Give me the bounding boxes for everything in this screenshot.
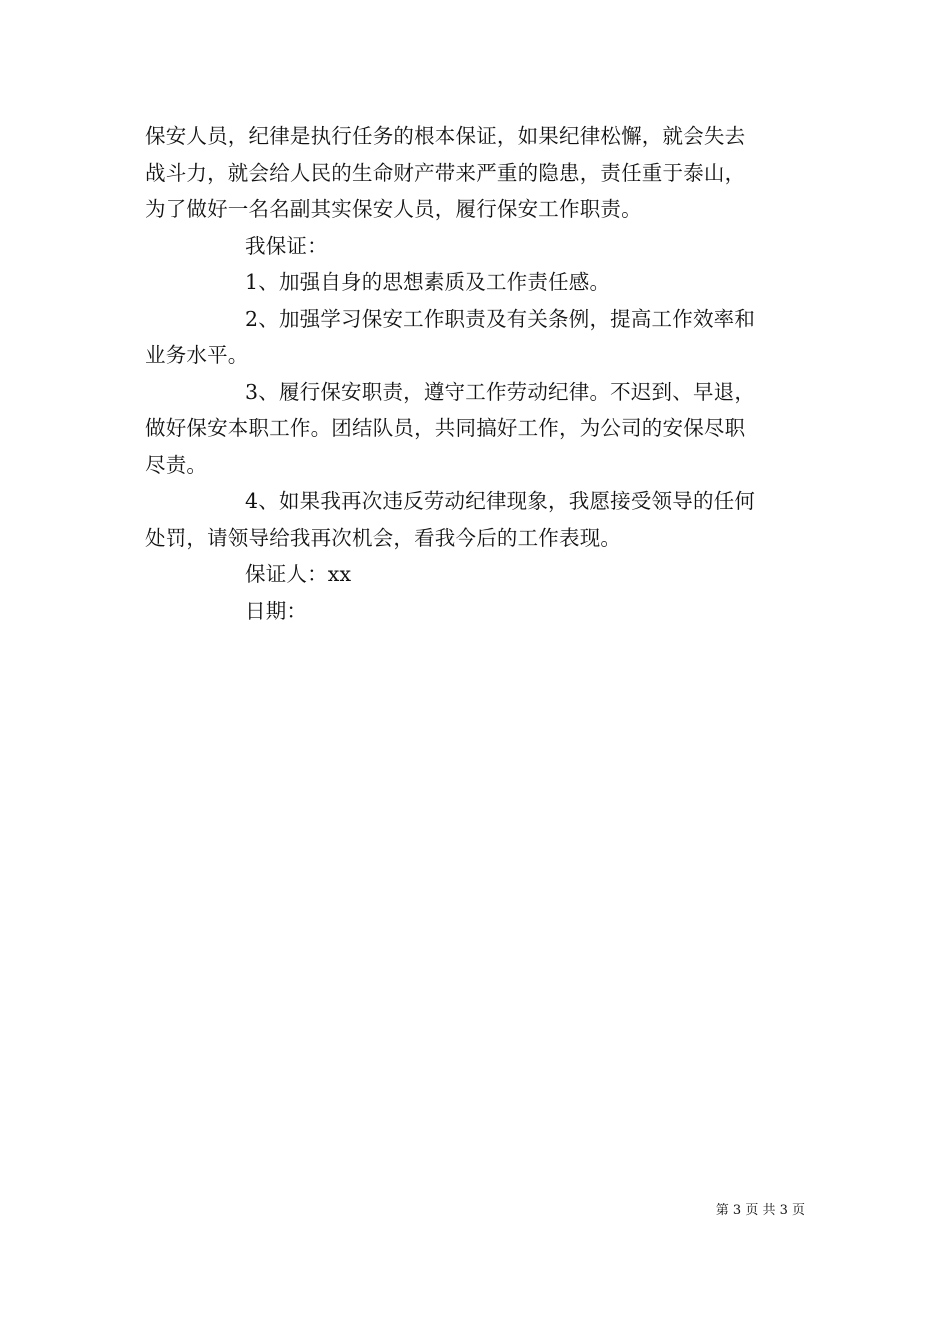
pledge-item-3-continued: 做好保安本职工作。团结队员，共同搞好工作，为公司的安保尽职 xyxy=(145,416,746,440)
body-line: 保安人员，纪律是执行任务的根本保证，如果纪律松懈，就会失去 xyxy=(145,124,746,148)
pledge-heading: 我保证： xyxy=(245,233,328,258)
document-body xyxy=(145,118,805,629)
pledge-item-2: 2、加强学习保安工作职责及有关条例，提高工作效率和 xyxy=(245,306,756,331)
pledge-item-3-continued: 尽责。 xyxy=(145,452,208,477)
pledge-item-4-continued: 处罚，请领导给我再次机会，看我今后的工作表现。 xyxy=(145,525,622,550)
pledge-item-4: 4、如果我再次违反劳动纪律现象，我愿接受领导的任何 xyxy=(245,489,756,513)
body-line: 战斗力，就会给人民的生命财产带来严重的隐患，责任重于泰山， xyxy=(145,160,746,185)
body-line: 为了做好一名名副其实保安人员，履行保安工作职责。 xyxy=(145,197,642,221)
pledge-item-1: 1、加强自身的思想素质及工作责任感。 xyxy=(245,270,611,294)
date-line: 日期： xyxy=(245,598,308,623)
guarantor-line: 保证人：xx xyxy=(245,562,352,586)
pledge-item-3: 3、履行保安职责，遵守工作劳动纪律。不迟到、早退， xyxy=(245,379,756,404)
pledge-item-2-continued: 业务水平。 xyxy=(145,343,249,367)
page-number: 第 3 页 共 3 页 xyxy=(715,1203,805,1218)
